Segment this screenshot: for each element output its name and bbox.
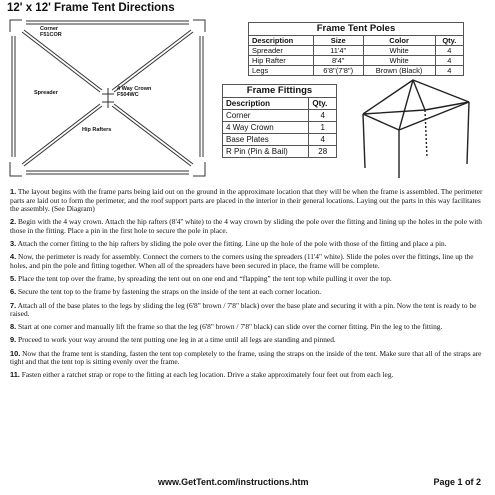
table-cell: Spreader (249, 46, 314, 56)
instruction-step: 1. The layout begins with the frame parts being laid out on the ground in the approximate location that they will be when the frame is assembled. The perimeter parts are laid out to form the perimeter, and the roof support parts are placed in the interior in their general locations. Laying out the parts in this way facilitates the assembly. (See Diagram) (10, 187, 483, 214)
table-cell: Hip Rafter (249, 56, 314, 66)
table-cell: R Pin (Pin & Bail) (223, 146, 309, 158)
table-row (223, 146, 337, 158)
table-cell: 1 (309, 122, 337, 134)
instruction-step: 10. Now that the frame tent is standing, fasten the tent top completely to the frame, using the straps on the inside of the tent. Make sure that all of the straps are tight and that the tent top is sitting evenly over the frame. (10, 348, 482, 367)
table-row (223, 122, 337, 134)
instruction-step: 4. Now, the perimeter is ready for assembly. Connect the corners to the corners using the spreaders (11'4" white). Slide the poles over the fittings, line up the holes, and pin the pole and fitting together. When all of the spreaders have been secured in place, the frame will be complete. (10, 252, 474, 270)
table-cell: Brown (Black) (363, 66, 435, 76)
corner-label: Corner F51COR (40, 26, 62, 38)
table-header: Qty. (309, 98, 337, 110)
poles-table (248, 35, 464, 76)
page-number: Page 1 of 2 (433, 477, 481, 487)
poles-table-caption: Frame Tent Poles (248, 22, 464, 35)
table-cell: Legs (249, 66, 314, 76)
table-header: Size (313, 36, 363, 46)
website-url: www.GetTent.com/instructions.htm (158, 477, 309, 487)
table-cell: 11'4" (313, 46, 363, 56)
table-header-row (223, 98, 337, 110)
table-cell: Base Plates (223, 134, 309, 146)
table-header-row (249, 36, 464, 46)
spreader-label: Spreader (34, 90, 58, 96)
frame-layout-diagram (4, 14, 217, 184)
table-cell: White (363, 46, 435, 56)
table-cell: 6'8"(7'8") (313, 66, 363, 76)
table-cell: 4 (309, 110, 337, 122)
instruction-step: 2. Begin with the 4 way crown. Attach the hip rafters (8'4'' white) to the 4 way crown by sliding the pole over the fitting and lining up the holes in the pole with those in the fitting. Place a pin in the first hole to secure the pole in place. (10, 217, 482, 235)
instruction-step: 6. Secure the tent top to the frame by fastening the straps on the inside of the tent at each corner location. (10, 287, 322, 297)
table-cell: 4 (435, 46, 463, 56)
instructions-list (10, 188, 486, 385)
table-row (223, 110, 337, 122)
page-title: 12' x 12' Frame Tent Directions (7, 2, 175, 14)
table-header: Color (363, 36, 435, 46)
table-cell: 4 Way Crown (223, 122, 309, 134)
table-header: Description (223, 98, 309, 110)
table-row (223, 134, 337, 146)
table-cell: Corner (223, 110, 309, 122)
table-cell: 28 (309, 146, 337, 158)
table-header: Qty. (435, 36, 463, 46)
instruction-step: 11. Fasten either a ratchet strap or rope to the fitting at each leg location. Drive a stake approximately four feet out from each leg. (10, 370, 394, 380)
instruction-step: 5. Place the tent top over the frame, by spreading the tent out on one end and “flapping” the tent top while pulling it over the top. (10, 274, 392, 284)
table-cell: 8'4" (313, 56, 363, 66)
table-cell: 4 (309, 134, 337, 146)
tent-frame-illustration (355, 72, 475, 182)
table-cell: 4 (435, 66, 463, 76)
table-cell: White (363, 56, 435, 66)
hip-rafters-label: Hip Rafters (82, 127, 112, 133)
fittings-table (222, 97, 337, 158)
table-header: Description (249, 36, 314, 46)
instruction-step: 7. Attach all of the base plates to the legs by sliding the leg (6'8" brown / 7'8" black) over the base plate and securing it with a pin. Now the tent is ready to be raised. (10, 300, 477, 319)
table-row (249, 46, 464, 56)
instruction-step: 3. Attach the corner fitting to the hip rafters by sliding the pole over the fitting. Line up the hole of the pole with those of the fitting and place a pin. (10, 239, 447, 249)
table-row (249, 56, 464, 66)
crown-label: 4 Way Crown F504WC (117, 86, 152, 98)
fittings-table-caption: Frame Fittings (222, 84, 337, 97)
instruction-step: 9. Proceed to work your way around the tent putting one leg in at a time until all legs are standing and pinned. (10, 335, 336, 345)
table-cell: 4 (435, 56, 463, 66)
instruction-step: 8. Start at one corner and manually lift the frame so that the leg (6'8" brown / 7'8" black) can slide over the corner fitting. Pin the leg to the fitting. (10, 322, 443, 332)
